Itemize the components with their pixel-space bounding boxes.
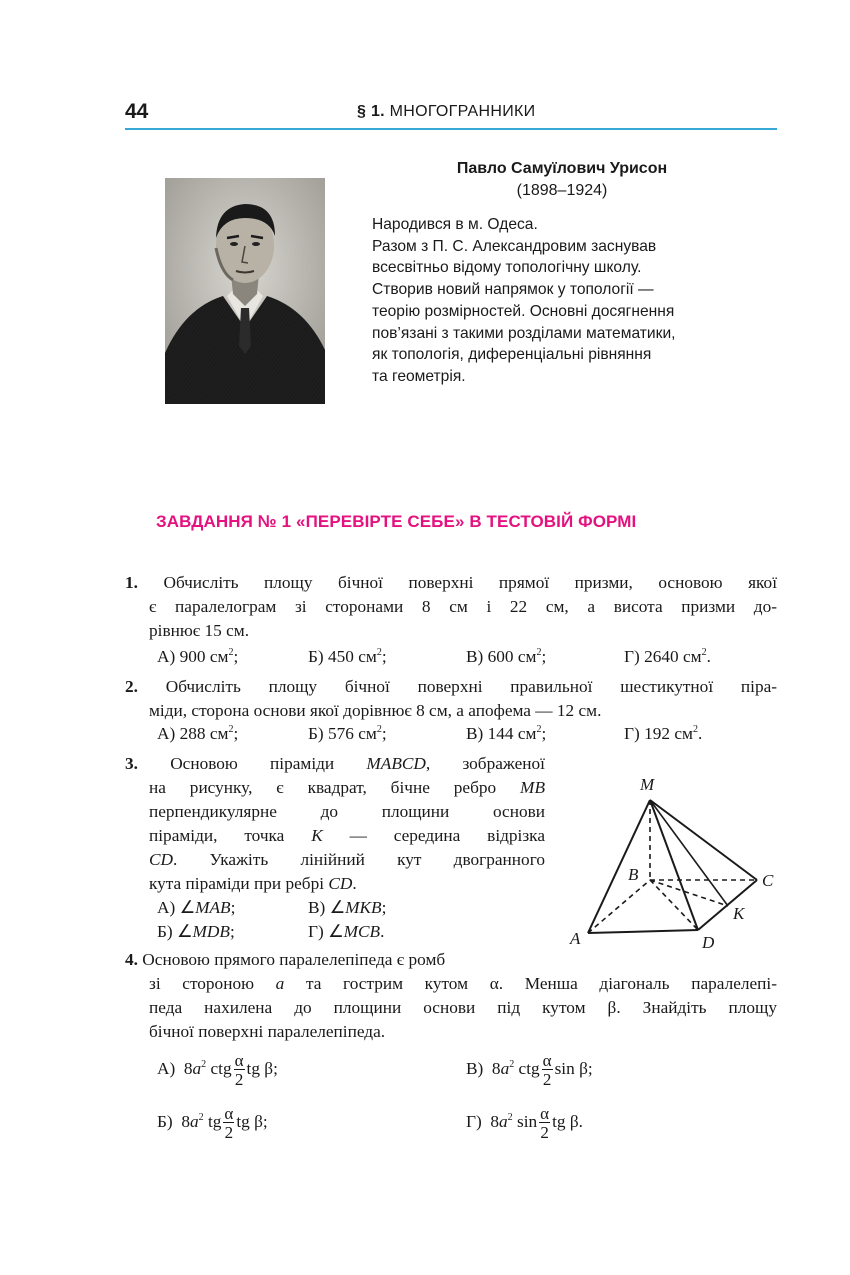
task-3-option: Б) ∠MDB; xyxy=(157,922,235,941)
task-3-line: 3. Основою піраміди MABCD, зображеної xyxy=(125,754,545,773)
task-1-line xyxy=(125,573,777,593)
portrait-image xyxy=(165,178,325,404)
task-2-line xyxy=(125,677,777,697)
bio-years: (1898–1924) xyxy=(516,182,608,199)
task-3-line: піраміди, точка K — середина відрізка xyxy=(149,826,545,845)
edge-BD xyxy=(650,880,698,930)
pyramid-figure xyxy=(560,770,790,960)
fraction: $\frac{\alpha}{2}$ xyxy=(542,1051,552,1089)
task-number: 4. xyxy=(125,950,138,969)
edge-MD xyxy=(650,800,698,930)
task-text: Обчисліть площу бічної поверхні прямої призми, основою якої xyxy=(163,573,777,592)
task-2-option: Г) 192 $см^2$. xyxy=(624,724,703,743)
task-1-option: Б) 450 $см^2$; xyxy=(308,647,387,666)
task-1-line: рівнює 15 см. xyxy=(149,621,250,640)
bio-line: Народився в м. Одеса. xyxy=(372,216,538,233)
task-4-line: 4. Основою прямого паралелепіпеда є ромб xyxy=(125,950,446,969)
bio-line: теорію розмірностей. Основні досягнення xyxy=(372,302,675,320)
task-text: Обчисліть площу бічної поверхні правильної шестикутної піра- xyxy=(165,677,778,696)
task-4-option-v: В) $8a^2$ ctg $\frac{\alpha}{2}$ sin β; xyxy=(466,1051,593,1089)
label-B: B xyxy=(628,865,639,884)
task-1-option: В) 600 $см^2$; xyxy=(466,647,547,666)
fraction: $\frac{\alpha}{2}$ xyxy=(234,1051,244,1089)
bio-line: всесвітньо відому топологічну школу. xyxy=(372,259,642,277)
task-1-option: А) 900 $см^2$; xyxy=(157,647,239,666)
task-4-option-b: Б) $8a^2$ tg $\frac{\alpha}{2}$ tg β; xyxy=(157,1104,268,1142)
bio-text xyxy=(372,214,752,388)
task-3-option: В) ∠MKB; xyxy=(308,898,387,917)
label-D: D xyxy=(702,933,715,952)
task-3-option: Г) ∠MCB. xyxy=(308,922,385,941)
bio-line: Разом з П. С. Александровим заснував xyxy=(372,237,657,255)
label-A: A xyxy=(570,929,581,948)
section-title: МНОГОГРАННИКИ xyxy=(389,103,536,120)
edge-AB xyxy=(588,880,650,933)
bio-line: як топологія, диференціальні рівняння xyxy=(372,346,652,364)
task-4-option-g: Г) $8a^2$ sin $\frac{\alpha}{2}$ tg β. xyxy=(466,1104,583,1142)
section-heading: ЗАВДАННЯ № 1 «ПЕРЕВІРТЕ СЕБЕ» В ТЕСТОВІЙ ФОРМІ xyxy=(156,512,637,531)
edge-MA xyxy=(588,800,650,933)
task-3-line: CD. Укажіть лінійний кут двогранного xyxy=(149,850,545,869)
task-4-option-a: А) $8a^2$ ctg $\frac{\alpha}{2}$ tg β; xyxy=(157,1051,278,1089)
running-title xyxy=(357,103,535,121)
bio-line: Створив новий напрямок у топології — xyxy=(372,281,654,299)
edge-AD xyxy=(588,930,698,933)
fraction: $\frac{\alpha}{2}$ xyxy=(540,1104,550,1142)
bio-name: Павло Самуїлович Урисон xyxy=(456,160,668,177)
task-1-option: Г) 2640 $см^2$. xyxy=(624,647,711,666)
header-rule xyxy=(125,128,777,130)
task-4-line: бічної поверхні паралелепіпеда. xyxy=(149,1022,386,1041)
page-number: 44 xyxy=(125,100,149,123)
section-mark: § 1. xyxy=(357,103,385,120)
label-C: C xyxy=(762,871,774,890)
task-number: 2. xyxy=(125,677,138,696)
task-3-option: А) ∠MAB; xyxy=(157,898,236,917)
task-2-line: міди, сторона основи якої дорівнює 8 см, а апофема — 12 см. xyxy=(149,701,602,720)
task-4-line: зі стороною a та гострим кутом α. Менша діагональ паралелепі- xyxy=(149,974,777,993)
task-4-line: педа нахилена до площини основи під кутом β. Знайдіть площу xyxy=(149,998,777,1017)
task-3-line: перпендикулярне до площини основи xyxy=(149,802,545,821)
task-3-line: кута піраміди при ребрі CD. xyxy=(149,874,357,893)
task-2-option: А) 288 $см^2$; xyxy=(157,724,239,743)
bio-line: та геометрія. xyxy=(372,367,466,385)
edge-MC xyxy=(650,800,757,880)
fraction: $\frac{\alpha}{2}$ xyxy=(224,1104,234,1142)
task-number: 1. xyxy=(125,573,138,592)
edge-MK xyxy=(650,800,728,906)
task-3-line: на рисунку, є квадрат, бічне ребро MB xyxy=(149,778,545,797)
task-1-line: є паралелограм зі сторонами 8 см і 22 см, а висота призми до- xyxy=(149,597,777,616)
label-M: M xyxy=(640,775,655,794)
edge-BK xyxy=(650,880,728,906)
label-K: K xyxy=(733,904,745,923)
bio-line: пов’язані з такими розділами математики, xyxy=(372,324,676,342)
task-2-option: В) 144 $см^2$; xyxy=(466,724,547,743)
task-number: 3. xyxy=(125,754,138,773)
task-2-option: Б) 576 $см^2$; xyxy=(308,724,387,743)
